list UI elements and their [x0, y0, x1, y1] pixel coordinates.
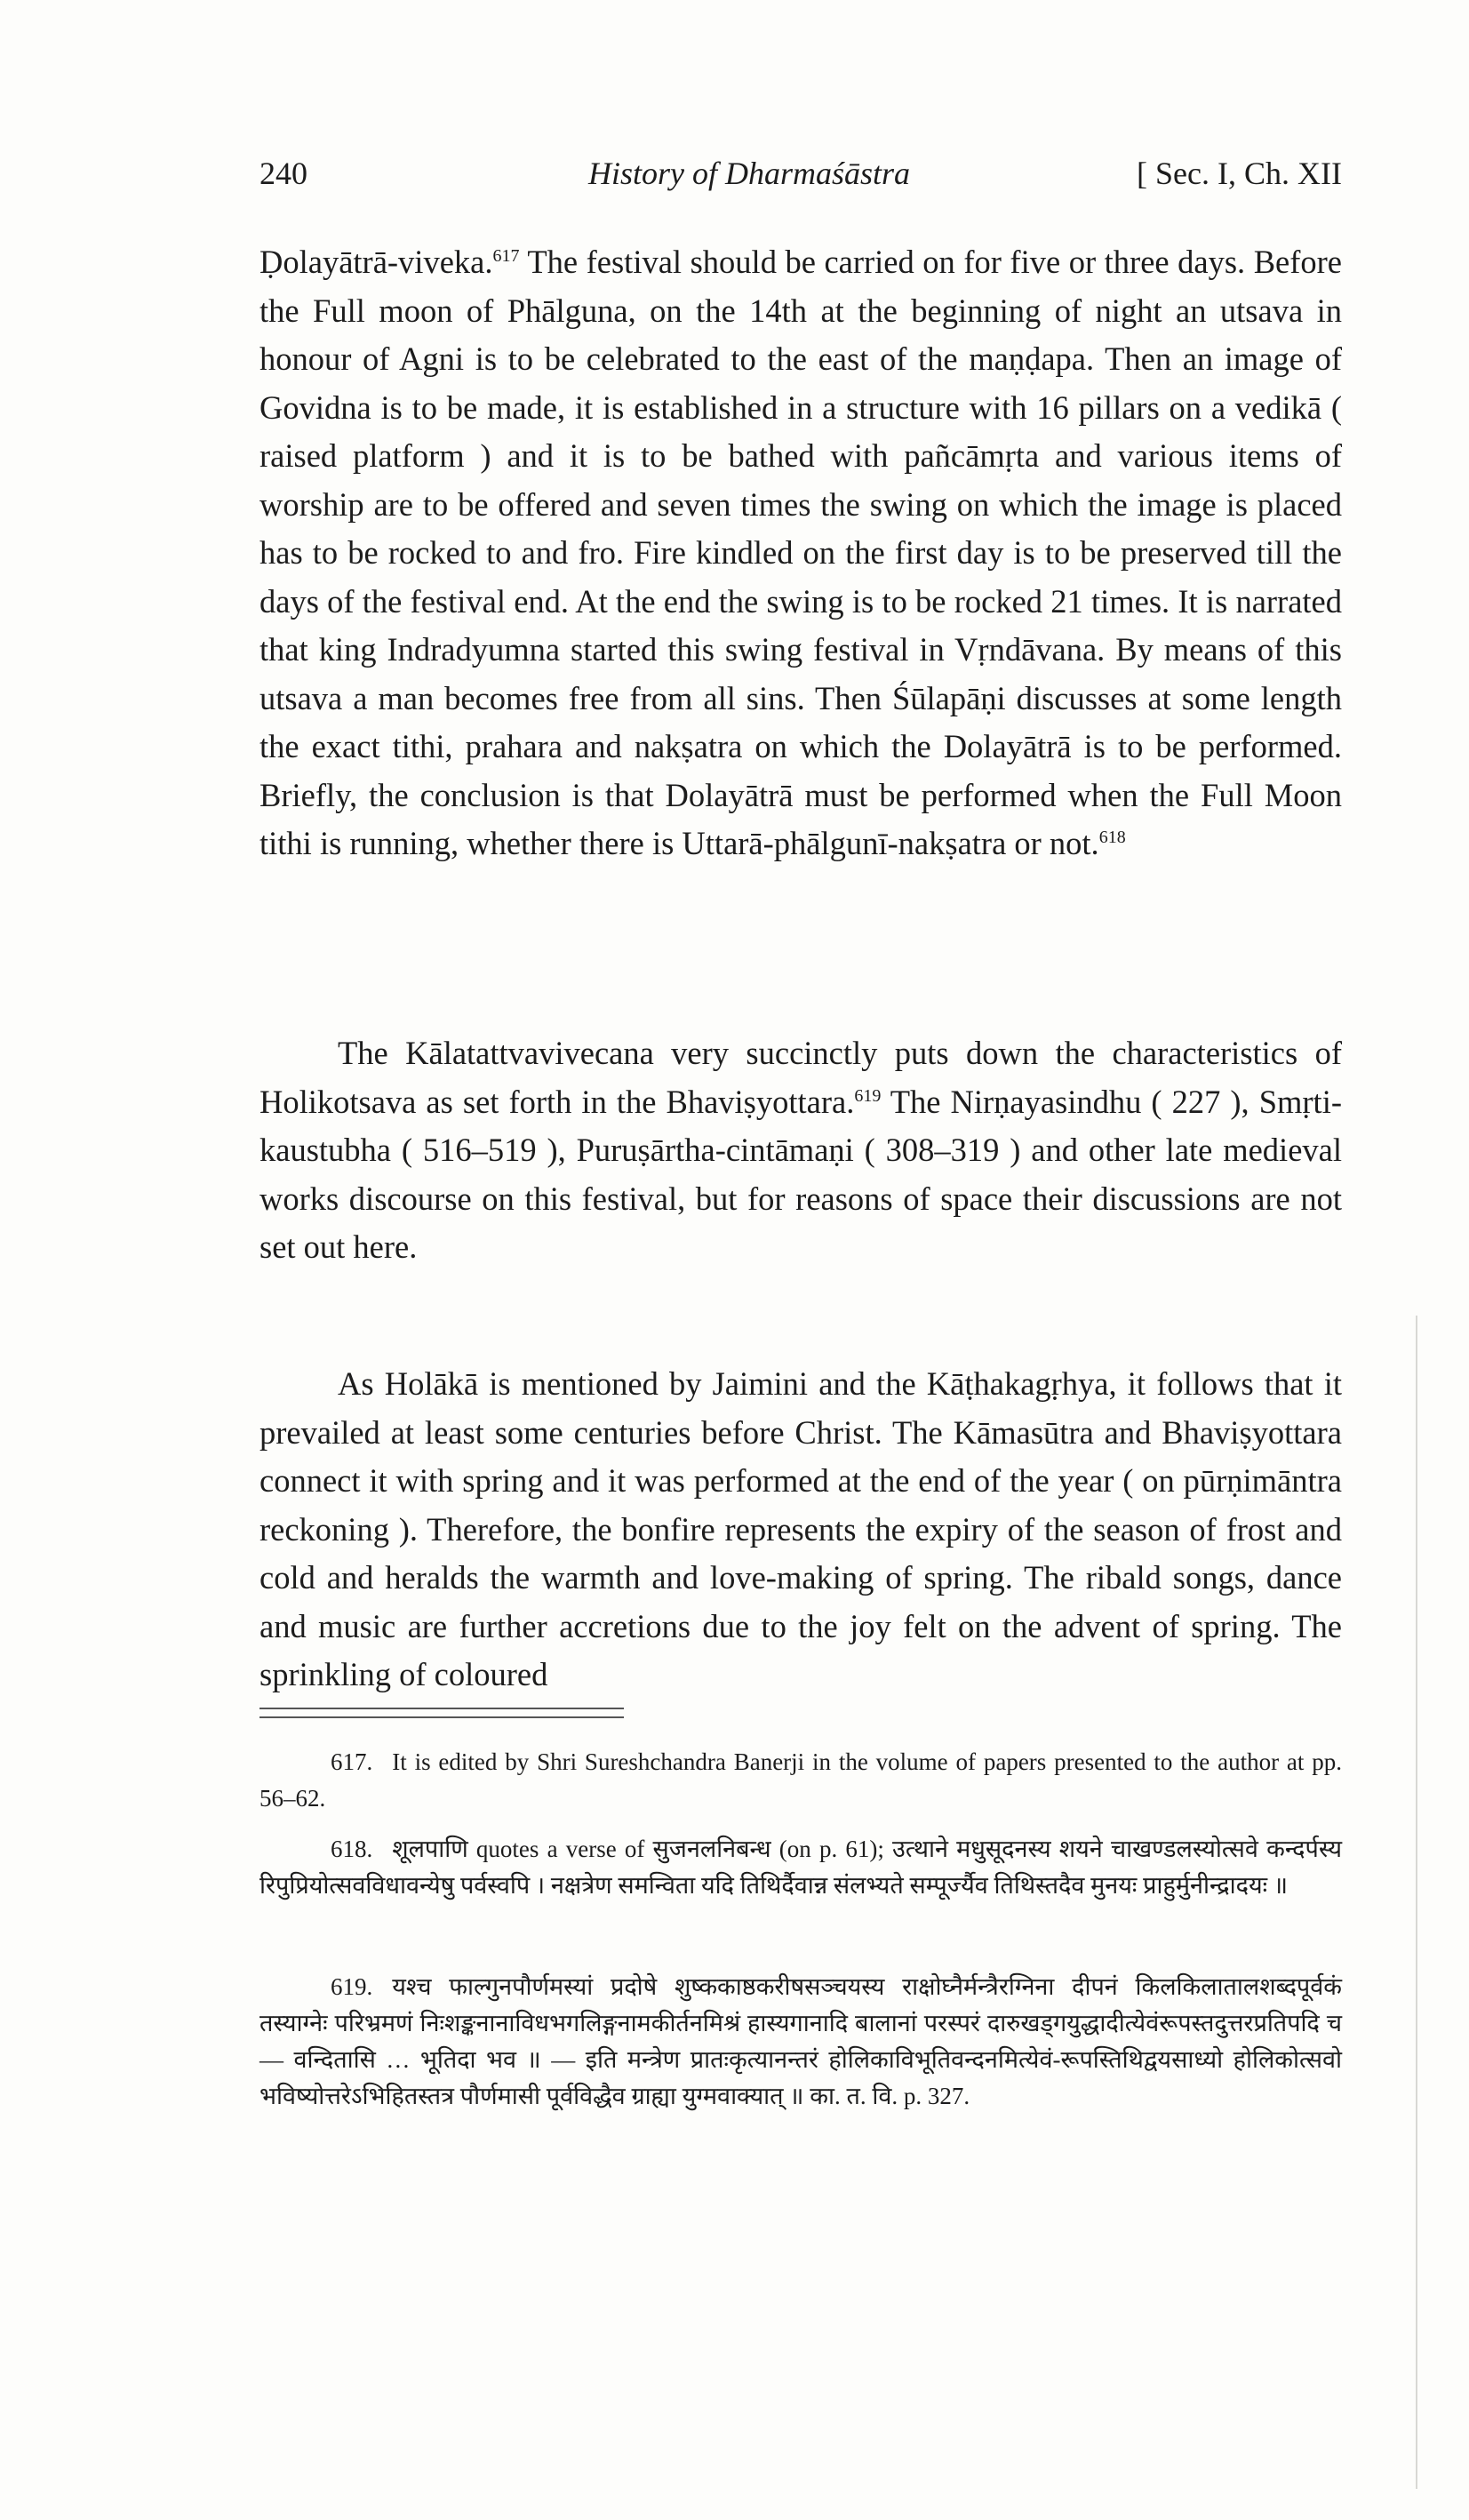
footnote-618: [259, 1831, 1342, 1904]
footnote-number: 618.: [331, 1836, 373, 1862]
paragraph-1-text-a: Ḍolayātrā-viveka.: [259, 244, 493, 280]
footnote-text: शूलपाणि quotes a verse of सुजनलनिबन्ध (on p. 61); उत्थाने मधुसूदनस्य शयने चाखण्डलस्योत्सवे कन्दर्पस्य रिपुप्रियोत्सवविधावन्येषु पर्वस्वपि । नक्षत्रेण समन्विता यदि तिथिर्दैवान्न संलभ्यते सम्पूर्ज्यैव तिथिस्तदैव मुनयः प्राहुर्मुनीन्द्रादयः ॥: [259, 1836, 1342, 1899]
footnote-marker-618: 618: [1098, 827, 1126, 847]
paragraph-3-text: As Holākā is mentioned by Jaimini and the Kāṭhakagṛhya, it follows that it prevailed at least some centuries before Christ. The Kāmasūtra and Bhaviṣyottara connect it with spring and it was performed at the end of the year ( on pūrṇimāntra reckoning ). Therefore, the bonfire represents the expiry of the season of frost and cold and heralds the warmth and love-making of spring. The ribald songs, dance and music are further accretions due to the joy felt on the advent of spring. The sprinkling of coloured: [259, 1365, 1342, 1692]
footnote-619: [259, 1969, 1342, 2115]
paragraph-2-text-a: The Kālatattvavivecana very succinctly puts down the characteristics of Holikotsava as set forth in the Bhaviṣyottara.: [259, 1035, 1342, 1120]
footnote-text: यश्च फाल्गुनपौर्णमस्यां प्रदोषे शुष्ककाष्ठकरीषसञ्चयस्य राक्षोघ्नैर्मन्त्रैरग्निना दीपनं किलकिलातालशब्दपूर्वकं तस्याग्नेः परिभ्रमणं निःशङ्कनानाविधभगलिङ्गनामकीर्तनमिश्रं हास्यगानादि बालानां परस्परं दारुखड्गयुद्धादीत्येवंरूपस्तदुत्तरप्रतिपदि च — वन्दितासि … भूतिदा भव ॥ — इति मन्त्रेण प्रातःकृत्यानन्तरं होलिकाविभूतिवन्दनमित्येवं-रूपस्तिथिद्वयसाध्यो होलिकोत्सवो भविष्योत्तरेऽभिहितस्तत्र पौर्णमासी पूर्वविद्धैव ग्राह्या युग्मवाक्यात् ॥ का. त. वि. p. 327.: [259, 1973, 1342, 2109]
page-number: 240: [259, 156, 307, 191]
paragraph-3: [259, 1360, 1342, 1700]
footnote-617: [259, 1744, 1342, 1817]
section-reference: [ Sec. I, Ch. XII: [1137, 156, 1342, 191]
running-header: [259, 155, 1342, 208]
footnote-text: It is edited by Shri Sureshchandra Banerji in the volume of papers presented to the author at pp. 56–62.: [259, 1748, 1342, 1812]
footnote-number: 617.: [331, 1748, 373, 1775]
scan-edge-line: [1416, 1316, 1417, 2489]
paragraph-1-text-b: The festival should be carried on for five or three days. Before the Full moon of Phālguna, on the 14th at the beginning of night an utsava in honour of Agni is to be celebrated to the east of the maṇḍapa. Then an image of Govidna is to be made, it is established in a structure with 16 pillars on a vedikā ( raised platform ) and it is to be bathed with pañcāmṛta and various items of worship are to be offered and seven times the swing on which the image is placed has to be rocked to and fro. Fire kindled on the first day is to be preserved till the days of the festival end. At the end the swing is to be rocked 21 times. It is narrated that king Indradyumna started this swing festival in Vṛndāvana. By means of this utsava a man becomes free from all sins. Then Śūlapāṇi discusses at some length the exact tithi, prahara and nakṣatra on which the Dolayātrā is to be performed. Briefly, the conclusion is that Dolayātrā must be performed when the Full Moon tithi is running, whether there is Uttarā-phālgunī-nakṣatra or not.: [259, 244, 1342, 861]
footnote-marker-619: 619: [854, 1085, 882, 1106]
footnote-number: 619.: [331, 1973, 373, 2000]
footnote-marker-617: 617: [492, 245, 520, 266]
footnote-separator: [259, 1708, 624, 1718]
running-title: History of Dharmaśāstra: [588, 156, 911, 191]
paragraph-2: [259, 1029, 1342, 1272]
paragraph-1: [259, 238, 1342, 868]
paragraph-2-text-b: The Nirṇayasindhu ( 227 ), Smṛti-kaustubha ( 516–519 ), Puruṣārtha-cintāmaṇi ( 308–319 ) and other late medieval works discourse on this festival, but for reasons of space their discussions are not set out here.: [259, 1083, 1342, 1265]
